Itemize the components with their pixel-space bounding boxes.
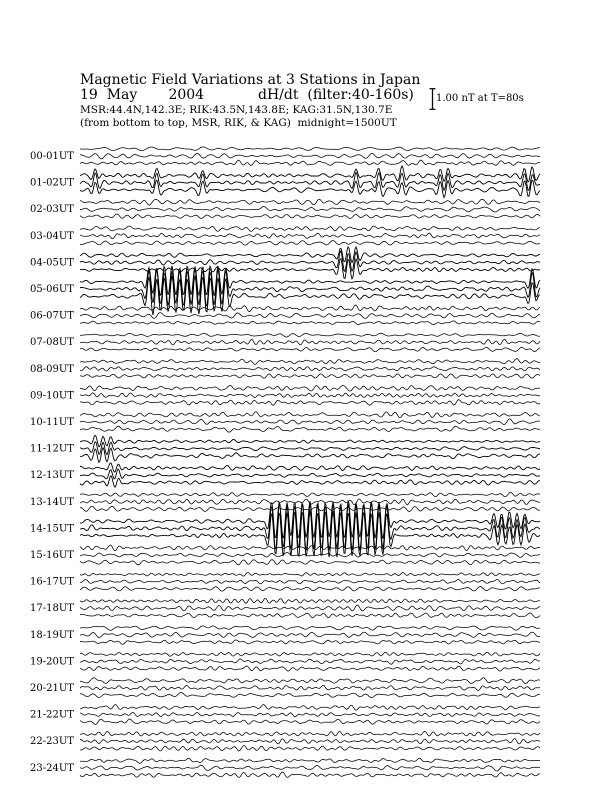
row-09-10UT [30,385,540,405]
hour-label: 00-01UT [30,151,74,162]
row-12-13UT [30,463,540,487]
row-04-05UT [30,247,540,279]
trace-msr [80,692,540,697]
row-02-03UT [30,199,540,218]
trace-msr [80,772,540,778]
trace-kag [80,758,540,763]
row-01-02UT [30,166,540,198]
row-06-07UT [30,305,540,325]
trace-msr [80,426,540,432]
trace-rik [80,580,540,584]
trace-msr [80,666,540,671]
trace-kag [80,412,540,418]
hour-label: 04-05UT [30,257,74,269]
trace-kag [80,226,540,231]
hour-label: 20-21UT [30,683,74,694]
trace-kag [80,678,540,684]
hour-label: 09-10UT [30,390,74,402]
hour-label: 10-11UT [30,417,74,428]
hour-label: 17-18UT [30,603,74,615]
trace-msr [80,560,540,565]
hour-label: 11-12UT [30,443,74,455]
hour-label: 05-06UT [30,284,74,295]
hour-label: 21-22UT [30,709,74,721]
trace-rik [80,685,540,690]
hour-label: 07-08UT [30,337,74,349]
trace-kag [80,305,540,312]
trace-rik [80,469,540,479]
row-20-21UT [30,678,540,698]
trace-msr [80,214,540,219]
hour-label: 23-24UT [30,762,74,774]
trace-msr [80,746,540,752]
trace-msr [80,347,540,351]
trace-rik [80,207,540,213]
trace-kag [80,166,540,182]
trace-msr [80,448,540,463]
trace-kag [80,359,540,365]
row-21-22UT [30,705,540,725]
hour-label: 16-17UT [30,576,74,588]
quantity-label: dH/dt (filter:40-160s) [258,87,414,103]
trace-msr [80,587,540,592]
trace-rik [80,233,540,239]
trace-kag [80,598,540,603]
hour-label: 13-14UT [30,496,74,508]
trace-msr [80,640,540,644]
trace-rik [80,765,540,771]
trace-rik [80,605,540,611]
trace-msr [80,511,540,558]
station-coordinates: MSR:44.4N,142.3E; RIK:43.5N,143.8E; KAG:31.5N,130.7E [80,104,393,116]
row-22-23UT [30,731,540,751]
trace-msr [80,241,540,246]
trace-kag [80,333,540,337]
trace-kag [80,501,540,539]
trace-rik [80,153,540,158]
hour-label: 18-19UT [30,629,74,641]
trace-rik [80,339,540,345]
trace-kag [80,545,540,551]
row-16-17UT [30,573,540,592]
date-label: 19 May 2004 [80,87,205,103]
row-10-11UT [30,412,540,433]
trace-rik [80,739,540,744]
hour-label: 01-02UT [30,177,74,189]
trace-kag [80,705,540,711]
hour-label: 22-23UT [30,736,74,748]
hour-label: 08-09UT [30,363,74,375]
trace-rik [80,553,540,558]
trace-rik [80,659,540,664]
row-03-04UT [30,226,540,245]
trace-rik [80,393,540,398]
trace-kag [80,199,540,205]
trace-kag [80,435,540,447]
trace-kag [80,492,540,496]
row-11-12UT [30,435,540,462]
hour-label: 02-03UT [30,204,74,216]
trace-kag [80,731,540,736]
hour-label: 14-15UT [30,523,74,535]
trace-rik [80,442,540,455]
hour-label: 06-07UT [30,310,74,322]
row-13-14UT [30,492,540,511]
trace-msr [80,719,540,724]
row-07-08UT [30,333,540,351]
trace-rik [80,632,540,638]
station-order-note: (from bottom to top, MSR, RIK, & KAG) midnight=1500UT [80,117,397,129]
hour-label: 15-16UT [30,550,74,561]
trace-rik [80,269,540,306]
row-23-24UT [30,758,540,777]
trace-rik [80,419,540,425]
trace-kag [80,463,540,472]
trace-msr [80,374,540,378]
row-15-16UT [30,545,540,565]
trace-msr [80,613,540,618]
scale-label: 1.00 nT at T=80s [436,93,524,104]
trace-kag [80,626,540,630]
hour-label: 03-04UT [30,230,74,242]
trace-rik [80,713,540,717]
trace-msr [80,160,540,165]
trace-kag [80,385,540,391]
trace-kag [80,652,540,656]
row-19-20UT [30,652,540,671]
trace-kag [80,573,540,577]
trace-rik [80,313,540,319]
hour-label: 12-13UT [30,470,74,482]
trace-msr [80,476,540,488]
trace-kag [80,147,540,151]
chart-title: Magnetic Field Variations at 3 Stations in Japan [80,72,421,88]
row-08-09UT [30,359,540,379]
hour-label: 19-20UT [30,656,74,668]
trace-msr [80,321,540,325]
row-18-19UT [30,626,540,644]
trace-msr [80,400,540,406]
row-17-18UT [30,598,540,617]
trace-kag [80,247,540,263]
trace-rik [80,367,540,371]
row-00-01UT [30,147,540,165]
